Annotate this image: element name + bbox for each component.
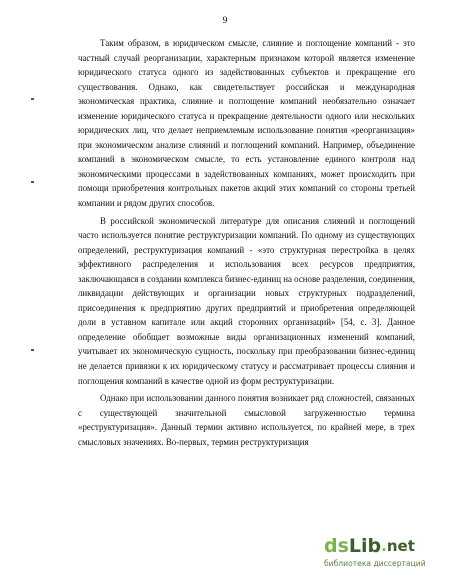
scan-margin-mark <box>31 98 34 100</box>
logo-net-text: net <box>386 537 415 555</box>
page-number: 9 <box>222 16 228 26</box>
logo-lib-text: Lib <box>348 535 382 557</box>
paragraph-2: В российской экономической литературе для описания слияний и поглощений часто используется понятие реструктуризации компаний. По одному из существующих определений, реструктуризация компаний - «это структурная перестройка в целях эффективного распределения и использования всех ресурсов предприятия, заключающаяся в создании комплекса бизнес-единиц на основе разделения, соединения, ликвидации действующих и организации новых структурных подразделений, присоединения к предприятию других предприятий и приобретения определяющей доли в уставном капитале или акций сторонних организаций» [54, с. 3]. Данное определение обобщает возможные виды организационных изменений компаний, учитывает их экономическую сущность, поскольку при преобразовании бизнес-единиц не делается привязки к их юридическому статусу и рассматривает процессы слияния и поглощения компаний в качестве одной из форм реструктуризации. <box>78 215 415 386</box>
scan-margin-mark <box>31 349 34 351</box>
dslib-watermark <box>324 534 442 574</box>
logo-dot-text: . <box>381 537 387 555</box>
scan-margin-mark <box>31 181 34 183</box>
dslib-logo <box>324 534 415 558</box>
paragraph-3: Однако при использовании данного понятия возникает ряд сложностей, связанных с существующей значительной смысловой загруженностью термина «реструктуризация». Данный термин активно используется, по крайней мере, в трех смысловых значениях. Во-первых, термин реструктуризация <box>78 393 415 447</box>
paragraph-1: Таким образом, в юридическом смысле, слияние и поглощение компаний - это частный случай реорганизации, характерным признаком которой является изменение юридического статуса одного из задействованных субъектов и прекращение его существования. Однако, как свидетельствует российская и международная экономическая практика, слияние и поглощение компаний необязательно означает изменение юридического статуса и прекращение деятельности одного или нескольких юридических лиц, что делает неприемлемым использование понятия «реорганизация» при экономическом анализе слияний и поглощений компаний. Например, объединение компаний в экономическом смысле, то есть установление единого контроля над экономическими процессами в задействованных компаниях, может происходить при помощи приобретения контрольных пакетов акций этих компаний со стороны третьей компании и рядом других способов. <box>78 38 415 209</box>
page-body <box>78 36 415 449</box>
watermark-subtitle: библиотека диссертаций <box>324 559 426 568</box>
logo-ds-text: ds <box>324 535 349 557</box>
